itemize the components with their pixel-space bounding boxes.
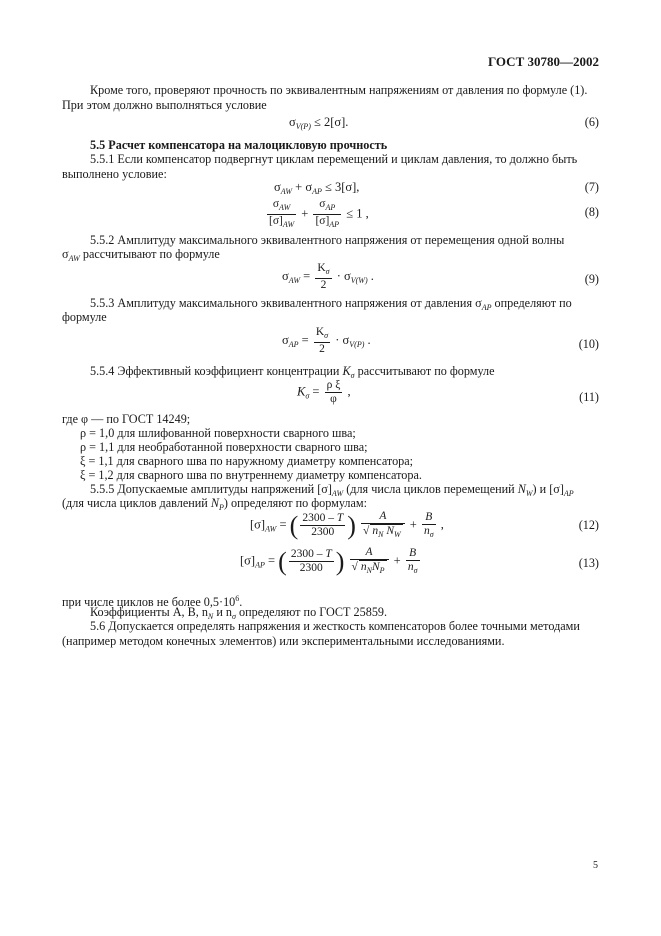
equation-number-13: (13) xyxy=(578,556,599,570)
formula-13: $[\sigma]_{AP}$ = ( $\frac{2300 - T}{2300}$ ) $\frac{A}{√ n_NN_P}$ + $\frac{B}{n_\sigma}$ xyxy=(240,546,418,576)
formula-9: $\sigma_{AW}$ = $\frac{K_\sigma}{2}$ · $\sigma_{V(W)}$ . xyxy=(282,262,374,291)
section-title-5-5: 5.5 Расчет компенсатора на малоцикловую прочность xyxy=(90,138,388,152)
document-header: ГОСТ 30780—2002 xyxy=(487,54,599,69)
paragraph-5-5-2: 5.5.2 Амплитуду максимального эквивалентного напряжения от перемещения одной волны xyxy=(90,233,565,247)
cycles-limit: при числе циклов не более $0,5\cdot 10^6$. xyxy=(62,594,243,610)
paragraph-5-5-3: 5.5.3 Амплитуду максимального эквивалентного напряжения от давления $\sigma_{AP}$ определяют по xyxy=(90,296,572,312)
list-item: ρ = 1,1 для необработанной поверхности сварного шва; xyxy=(80,440,368,454)
list-item: ρ = 1,0 для шлифованной поверхности сварного шва; xyxy=(80,426,356,440)
paragraph-5-5-4: 5.5.4 Эффективный коэффициент концентрации $K_\sigma$ рассчитывают по формуле xyxy=(90,364,495,380)
list-item: ξ = 1,1 для сварного шва по наружному диаметру компенсатора; xyxy=(80,454,414,468)
paragraph-5-5-2-cont: $\sigma_{AW}$ рассчитывают по формуле xyxy=(62,247,220,263)
formula-12: $[\sigma]_{AW}$ = ( $\frac{2300 - T}{2300}$ ) $\frac{A}{√ n_N N_W}$ + $\frac{B}{n_\sigma}$ , xyxy=(250,510,444,540)
equation-number-10: (10) xyxy=(578,337,599,351)
equation-number-7: (7) xyxy=(584,180,599,194)
equation-number-9: (9) xyxy=(584,272,599,286)
equation-number-12: (12) xyxy=(578,518,599,532)
equation-number-11: (11) xyxy=(579,390,599,404)
equation-number-8: (8) xyxy=(584,205,599,219)
paragraph-5-5-5: 5.5.5 Допускаемые амплитуды напряжений $[\sigma]_{AW}$ (для числа циклов перемещений $N_W$) и $[\sigma]_{AP}$ xyxy=(90,482,574,498)
formula-10: $\sigma_{AP}$ = $\frac{K_\sigma}{2}$ · $\sigma_{V(P)}$ . xyxy=(282,326,371,355)
page-number: 5 xyxy=(593,860,598,871)
coefficients-note: Коэффициенты A, B, $n_N$ и $n_\sigma$ определяют по ГОСТ 25859. xyxy=(90,605,388,621)
paragraph-5-5-5-cont: (для числа циклов давлений $N_P$) определяют по формулам: xyxy=(62,496,367,512)
paragraph-5-5-1: 5.5.1 Если компенсатор подвергнут циклам перемещений и циклам давления, то должно быть выполнено условие: xyxy=(62,152,578,181)
formula-6: $\sigma_{V(P)} \le 2[\sigma]$. xyxy=(289,115,349,131)
formula-11: $K_\sigma$ = $\frac{\text{ρ ξ}}{\varphi}$ , xyxy=(297,379,351,405)
list-item: ξ = 1,2 для сварного шва по внутреннему диаметру компенсатора. xyxy=(80,468,422,482)
intro-paragraph: Кроме того, проверяют прочность по эквивалентным напряжениям от давления по формуле (1). При этом должно выполняться условие xyxy=(62,83,588,112)
paragraph-5-6: 5.6 Допускается определять напряжения и жесткость компенсаторов более точными методами (например методом конечных элементов) или экспериментальными исследованиями. xyxy=(62,619,580,648)
paragraph-5-5-3-cont: формуле xyxy=(62,310,107,324)
formula-7: $\sigma_{AW} + \sigma_{AP} \le 3[\sigma]$, xyxy=(274,180,360,196)
equation-number-6: (6) xyxy=(584,115,599,129)
where-clause: где φ — по ГОСТ 14249; xyxy=(62,412,191,426)
formula-8: $\frac{\sigma_{AW}}{[\sigma]_{AW}}$ + $\frac{\sigma_{AP}}{[\sigma]_{AP}}$ ≤ 1 , xyxy=(269,198,369,229)
